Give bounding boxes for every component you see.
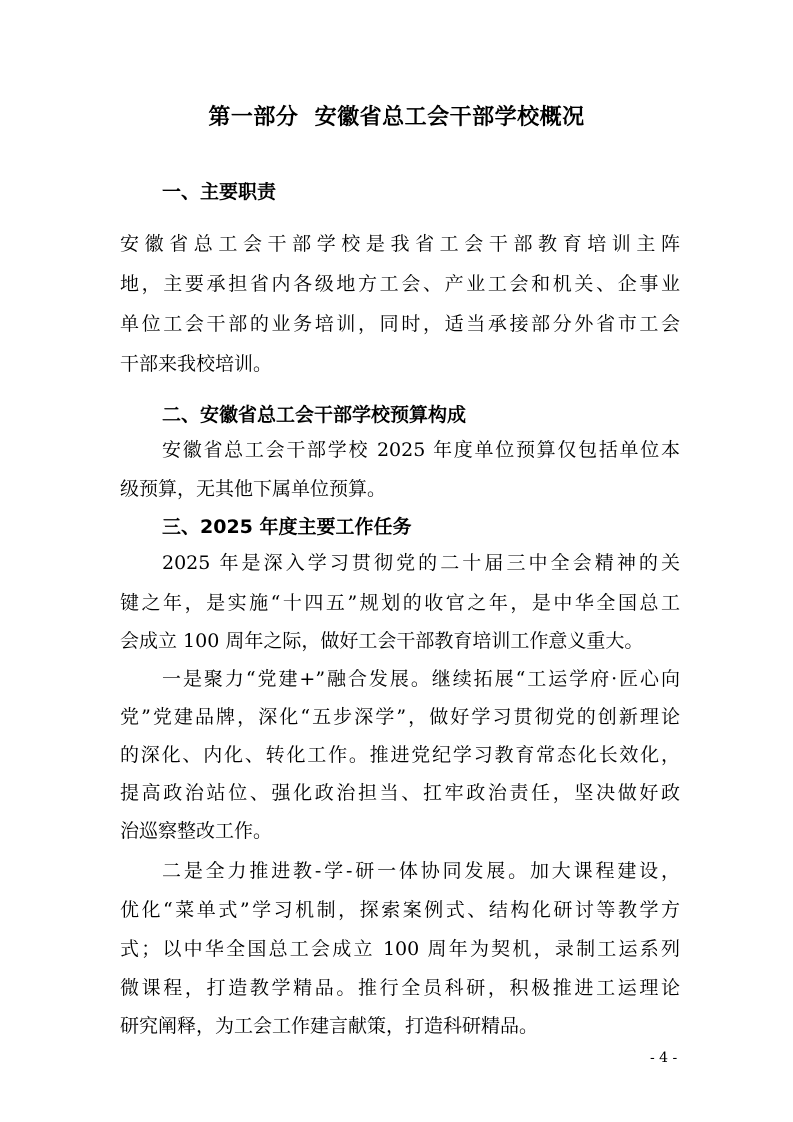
paragraph-line: 优化“菜单式”学习机制，探索案例式、结构化研讨等教学方 xyxy=(120,899,680,921)
paragraph-line: 安徽省总工会干部学校 2025 年度单位预算仅包括单位本 xyxy=(162,439,680,461)
paragraph-line: 式；以中华全国总工会成立 100 周年为契机，录制工运系列 xyxy=(120,938,680,960)
section-heading-duties: 一、主要职责 xyxy=(162,181,277,203)
paragraph-line: 党”党建品牌，深化“五步深学”，做好学习贯彻党的创新理论 xyxy=(120,706,680,728)
paragraph-line: 研究阐释，为工会工作建言献策，打造科研精品。 xyxy=(120,1015,539,1037)
page-title: 第一部分 安徽省总工会干部学校概况 xyxy=(208,105,585,130)
paragraph-line: 会成立 100 周年之际，做好工会干部教育培训工作意义重大。 xyxy=(120,630,644,652)
paragraph-line: 2025 年是深入学习贯彻党的二十届三中全会精神的关 xyxy=(162,552,680,574)
paragraph-line: 地，主要承担省内各级地方工会、产业工会和机关、企事业 xyxy=(120,273,680,295)
section-heading-tasks: 三、2025 年度主要工作任务 xyxy=(162,516,412,538)
paragraph-line: 键之年，是实施“十四五”规划的收官之年，是中华全国总工 xyxy=(120,592,680,614)
paragraph-line: 的深化、内化、转化工作。推进党纪学习教育常态化长效化， xyxy=(120,744,680,766)
page-number: - 4 - xyxy=(650,1050,678,1066)
paragraph-line: 微课程，打造教学精品。推行全员科研，积极推进工运理论 xyxy=(120,977,680,999)
paragraph-line: 级预算，无其他下属单位预算。 xyxy=(120,478,387,500)
paragraph-line: 安徽省总工会干部学校是我省工会干部教育培训主阵 xyxy=(120,233,680,255)
paragraph-line: 一是聚力“党建+”融合发展。继续拓展“工运学府·匠心向 xyxy=(162,668,680,690)
section-heading-budget: 二、安徽省总工会干部学校预算构成 xyxy=(162,404,467,426)
paragraph-line: 单位工会干部的业务培训，同时，适当承接部分外省市工会 xyxy=(120,313,680,335)
paragraph-line: 干部来我校培训。 xyxy=(120,353,273,375)
paragraph-line: 提高政治站位、强化政治担当、扛牢政治责任，坚决做好政 xyxy=(120,782,680,804)
paragraph-line: 二是全力推进教-学-研一体协同发展。加大课程建设， xyxy=(162,860,680,882)
paragraph-line: 治巡察整改工作。 xyxy=(120,820,273,842)
